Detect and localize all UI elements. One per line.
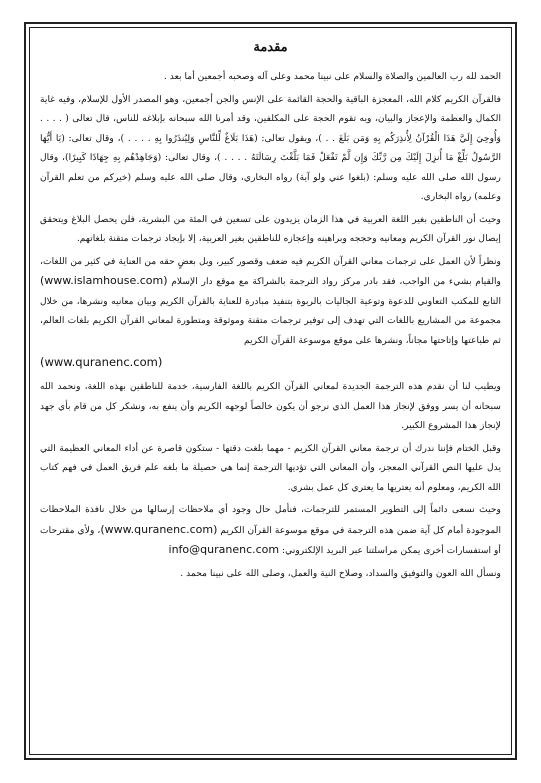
paragraph-1: الحمد لله رب العالمين والصلاة والسلام على نبينا محمد وعلى آله وصحبه أجمعين أما بعد . (163, 71, 501, 82)
quranenc-inline-link[interactable]: (www.quranenc.com) (100, 522, 218, 536)
paragraph-3: وحيث أن الناطقين بغير اللغة العربية في هذا الزمان يزيدون على تسعين في المئة من البشرية، فلن يحصل البلاغ ويتحقق إيصال نور القرآن الكريم ومعانيه وحججه وبراهينه وإعجازه للناطقين بغير العربية، إلا بإيجاد ترجمات متقنة بلغاتهم. (40, 213, 501, 244)
email-link[interactable]: info@quranenc.com (168, 543, 280, 556)
paragraph-4 (40, 252, 501, 351)
paragraph-4-part-2: التابع للمكتب التعاوني للدعوة وتوعية الجاليات بالربوة بتنفيذ مبادرة للعناية بالقرآن الكريم وبيان معانيه ونشرها، من خلال مجموعة من المشاريع باللغات التي تهدف إلى توفير ترجمات متقنة وموثوقة ومتطورة لمعاني القرآن الكريم بلغات العالم، ثم طباعتها وإتاحتها مجاناً، ونشرها على موقع موسوعة القرآن الكريم (40, 295, 501, 346)
paragraph-8: ونسأل الله العون والتوفيق والسداد، وصلاح النية والعمل، وصلى الله على نبينا محمد . (180, 567, 501, 579)
page-title: مقدمة (253, 40, 288, 55)
islamhouse-link[interactable]: (www.islamhouse.com) (40, 274, 168, 287)
paragraph-7-part-1: وحيث نسعى دائماً إلى التطوير المستمر للترجمات، فنأمل حال وجود أي ملاحظات إرسالها من خلال نافذة الملاحظات الموجودة أمام كل آية ضمن هذه الترجمة في موقع موسوعة القرآن الكريم (40, 504, 501, 536)
paragraph-6: وقبل الختام فإننا ندرك أن ترجمة معاني القرآن الكريم - مهما بلغت دقتها - ستكون قاصرة عن أداء المعاني العظيمة التي يدل عليها النص القرآني المعجز، وأن المعاني التي تؤديها الترجمة إنما هي حصيلة ما بلغه علم فريق العمل في فهم كتاب الله الكريم، ومعلوم أنه يعتريها ما يعتري كل عمل بشري. (40, 442, 501, 493)
paragraph-5: ويطيب لنا أن نقدم هذه الترجمة الجديدة لمعاني القرآن الكريم باللغة الفارسية، خدمة للناطقين بهذه اللغة، ونحمد الله سبحانه أن يسر ووفق لإنجاز هذا العمل الذي نرجو أن يكون خالصاً لوجهه الكريم وأن ينفع به، ونشكر كل من قام بأي جهد لإنجاز هذا المشروع الكبير. (40, 381, 501, 431)
paragraph-2: فالقرآن الكريم كلام الله، المعجزة الباقية والحجة القائمة على الإنس والجن أجمعين، وهو المصدر الأول للإسلام، وفيه غاية الكمال والعظمة والإعجاز والبيان، وبه تقوم الحجة على المكلفين، وقد أمرنا الله سبحانه بإبلاغه للناس، قال تعالى ( . . . . وَأُوحِيَ إِلَيَّ هَذَا الْقُرْآنُ لِأُنذِرَكُم بِهِ وَمَن بَلَغَ . . )، ويقول تعالى: (هَذَا بَلَاغٌ لِّلنَّاسِ وَلِيُنذَرُوا بِهِ . . . . )، وقال تعالى: (يَا أَيُّهَا الرَّسُولُ بَلِّغْ مَا أُنزِلَ إِلَيْكَ مِن رَّبِّكَ وَإِن لَّمْ تَفْعَلْ فَمَا بَلَّغْتَ رِسَالَتَهُ . . . . )، وقال تعالى: (وَجَاهِدْهُم بِهِ جِهَادًا كَبِيرًا)، وقال رسول الله صلى الله عليه وسلم: (بلغوا عني ولو آية) رواه البخاري، وقال صلى الله عليه وسلم (خيركم من تعلم القرآن وعلمه) رواه البخاري. (40, 93, 501, 202)
quranenc-link[interactable]: (www.quranenc.com) (40, 355, 163, 369)
paragraph-7-part-2: ، ولأي مقترحات أو استفسارات أخرى يمكن مراسلتنا عبر البريد الإلكتروني: (40, 524, 501, 556)
paragraph-7 (40, 500, 501, 561)
paragraph-4-part-1: ونظراً لأن العمل على ترجمات معاني القرآن الكريم فيه ضعف وقصور كبير، وبل بعضٍ حقه من العناية في كثير من اللغات، والقيام بشيء من الواجب، فقد بادر مركز رواد الترجمة بالشراكة مع موقع دار الإسلام (40, 255, 501, 287)
document-body (40, 40, 501, 740)
